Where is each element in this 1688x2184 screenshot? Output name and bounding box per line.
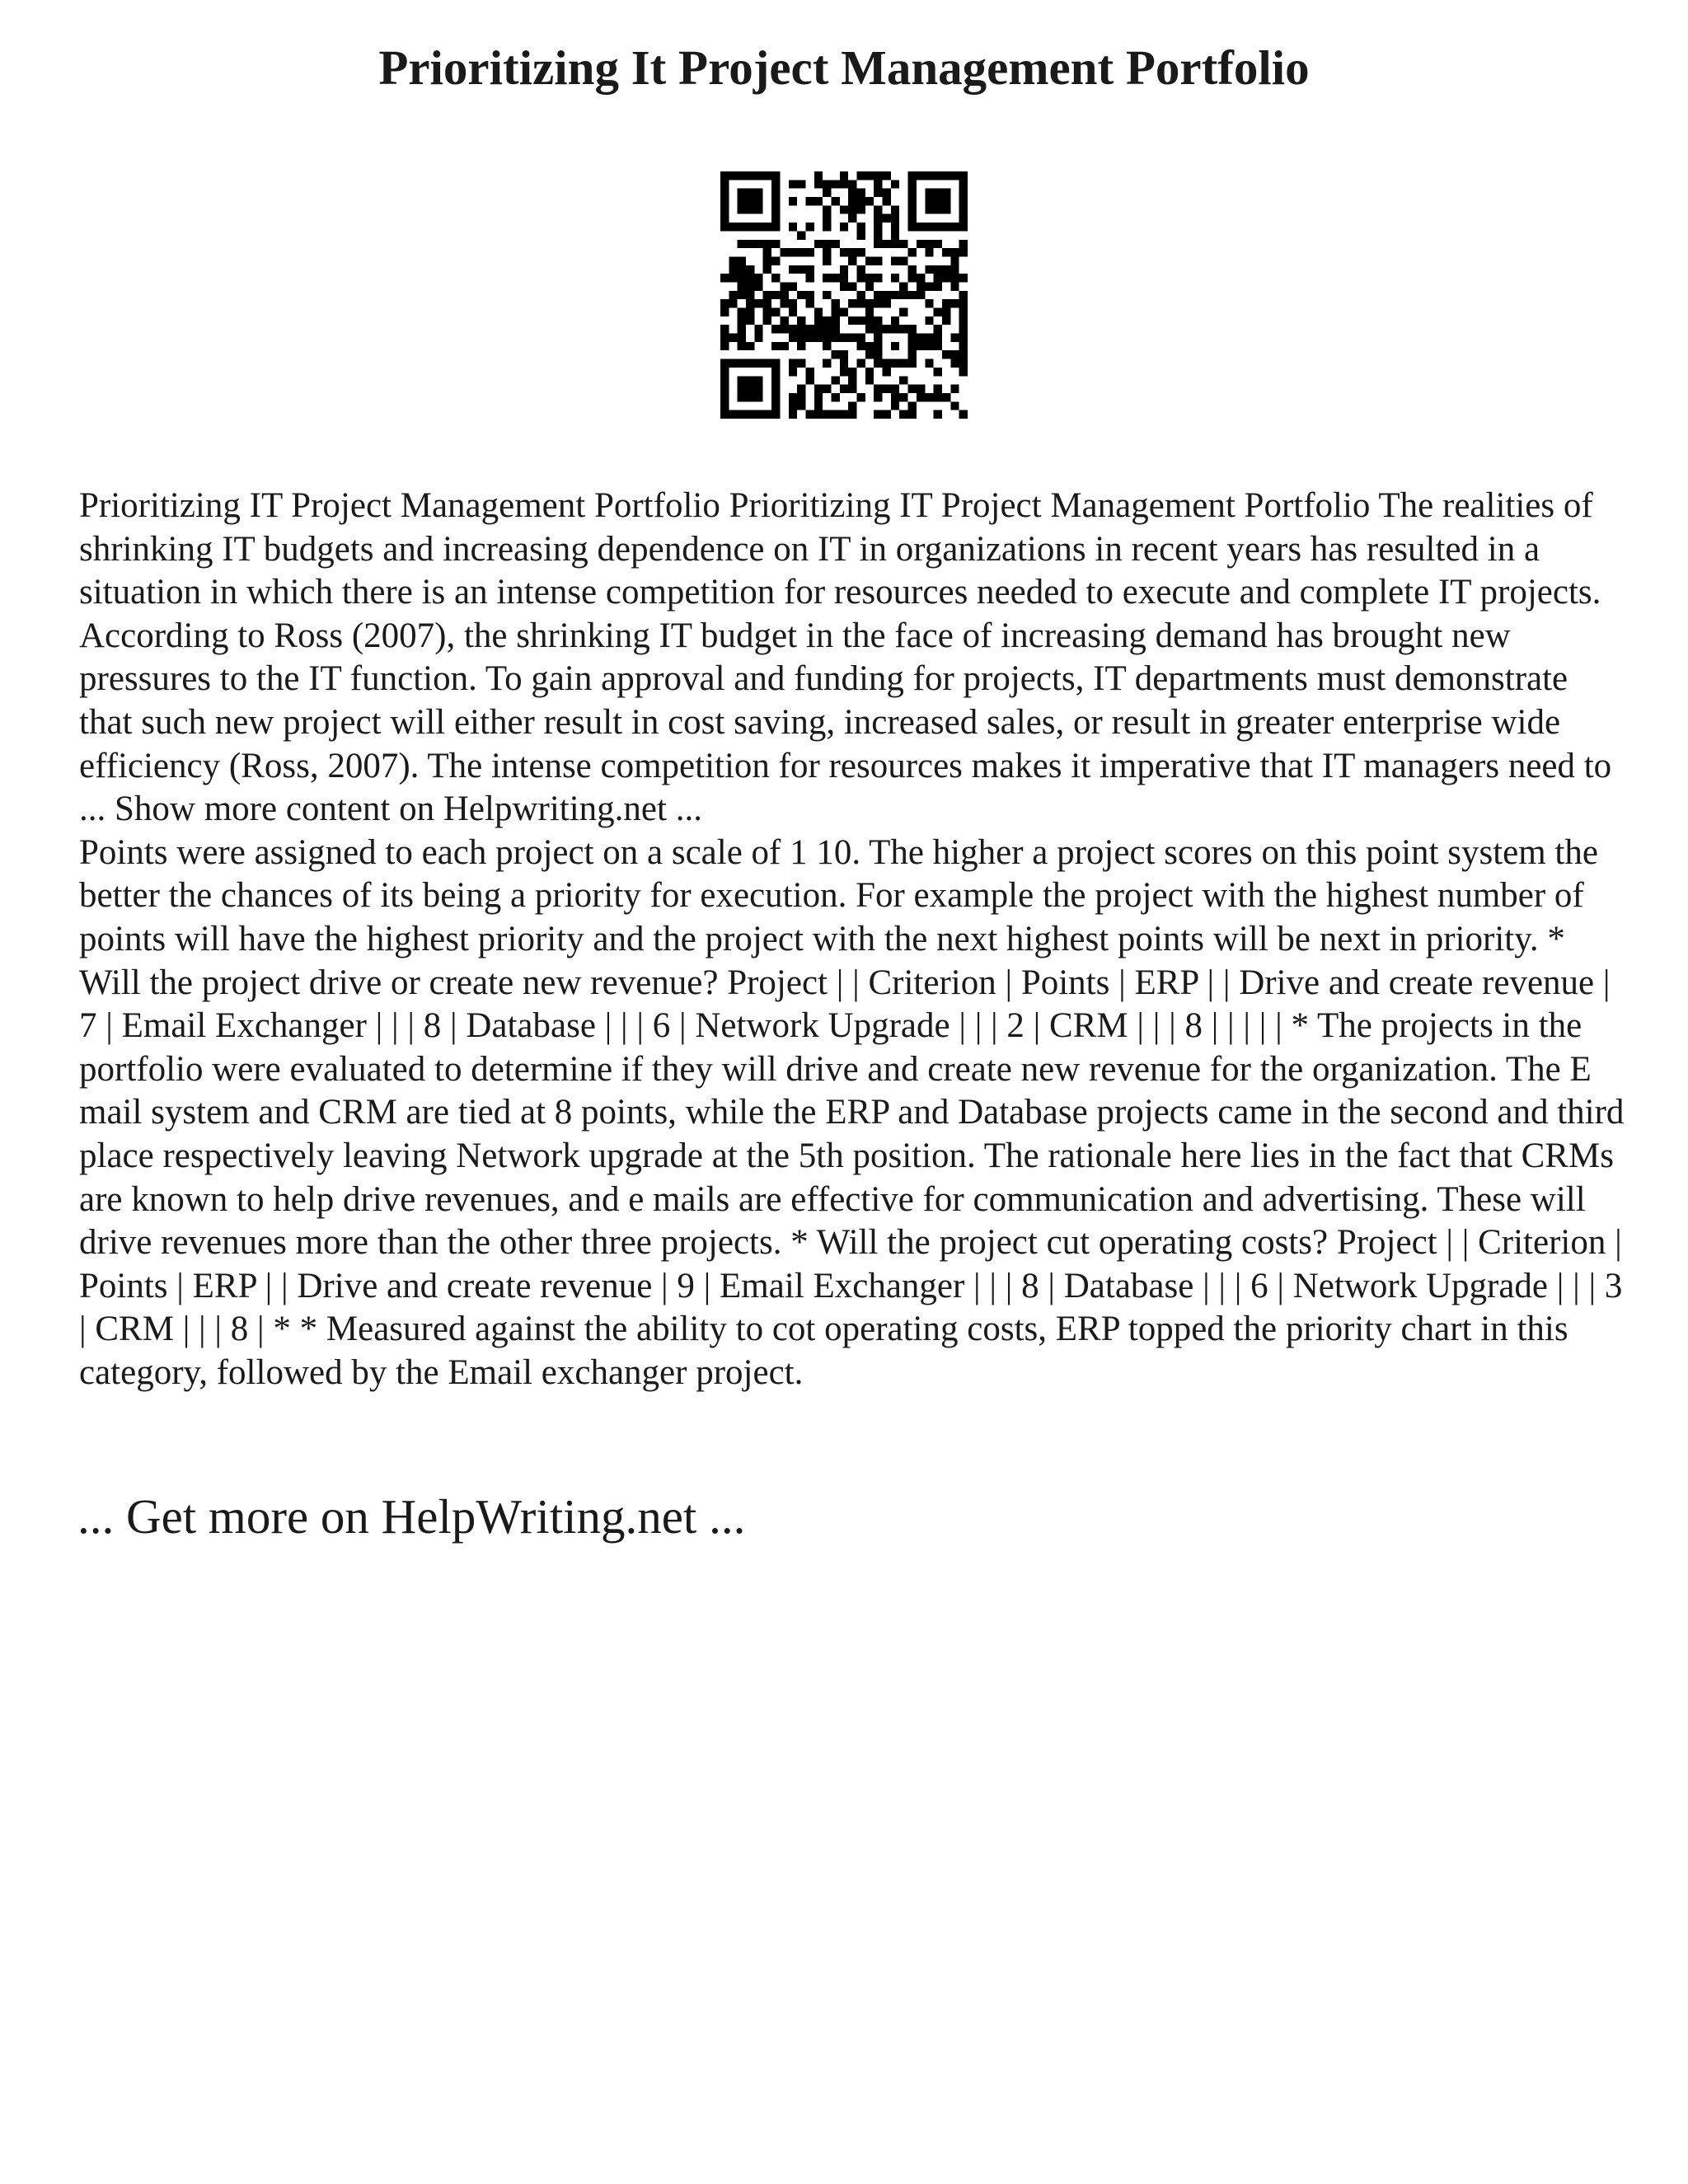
article-body <box>79 485 1629 1394</box>
article-paragraph-scoring: Points were assigned to each project on a scale of 1 10. The higher a project scores on this point system the better the chances of its being a priority for execution. For example the project with the highest number of points will have the highest priority and the project with the next highest points will be next in priority. * Will the project drive or create new revenue? Project | | Criterion | Points | ERP | | Drive and create revenue | 7 | Email Exchanger | | | 8 | Database | | | 6 | Network Upgrade | | | 2 | CRM | | | 8 | | | | | * The projects in the portfolio were evaluated to determine if they will drive and create new revenue for the organization. The E mail system and CRM are tied at 8 points, while the ERP and Database projects came in the second and third place respectively leaving Network upgrade at the 5th position. The rationale here lies in the fact that CRMs are known to help drive revenues, and e mails are effective for communication and advertising. These will drive revenues more than the other three projects. * Will the project cut operating costs? Project | | Criterion | Points | ERP | | Drive and create revenue | 9 | Email Exchanger | | | 8 | Database | | | 6 | Network Upgrade | | | 3 | CRM | | | 8 | * * Measured against the ability to cot operating costs, ERP topped the priority chart in this category, followed by the Email exchanger project. <box>79 832 1625 1392</box>
article-paragraph-intro: Prioritizing IT Project Management Portfolio Prioritizing IT Project Management Portfolio The realities of shrinking IT budgets and increasing dependence on IT in organizations in recent years has resulted in a situation in which there is an intense competition for resources needed to execute and complete IT projects. According to Ross (2007), the shrinking IT budget in the face of increasing demand has brought new pressures to the IT function. To gain approval and funding for projects, IT departments must demonstrate that such new project will either result in cost saving, increased sales, or result in greater enterprise wide efficiency (Ross, 2007). The intense competition for resources makes it imperative that IT managers need to ... Show more content on Helpwriting.net ... <box>79 486 1612 829</box>
get-more-link[interactable]: ... Get more on HelpWriting.net ... <box>77 1489 746 1544</box>
qr-code-icon <box>720 171 968 419</box>
page-title: Prioritizing It Project Management Portfolio <box>378 40 1310 95</box>
